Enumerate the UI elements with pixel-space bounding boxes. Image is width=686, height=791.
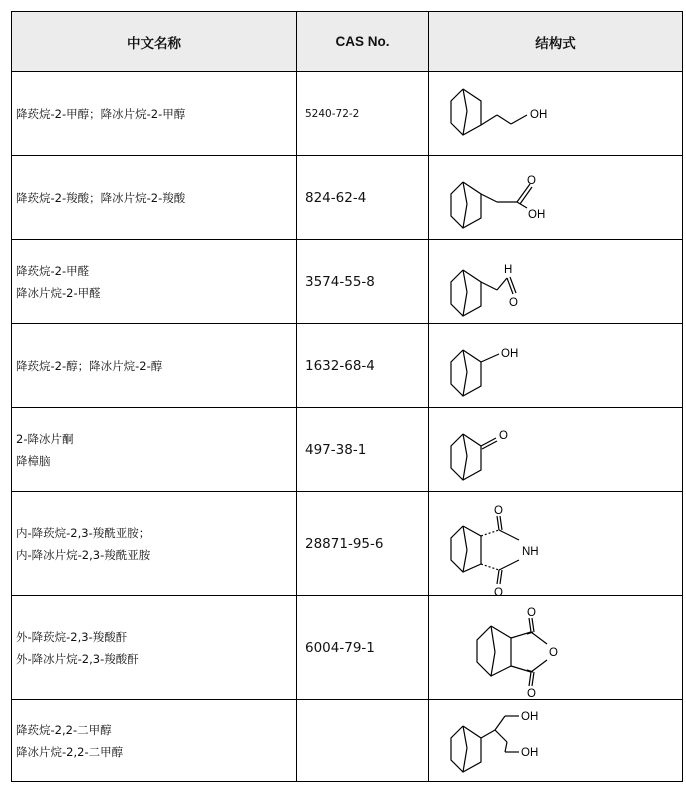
compound-row <box>12 492 683 596</box>
chinese-name: 内-降莰烷-2,3-羧酰亚胺； 内-降冰片烷-2,3-羧酰亚胺 <box>12 492 297 596</box>
atom-label: NH <box>522 546 539 558</box>
compound-row <box>12 240 683 324</box>
compound-row <box>12 156 683 240</box>
cas-number <box>297 700 429 782</box>
chinese-name: 降莰烷-2-甲醇；降冰片烷-2-甲醇 <box>12 72 297 156</box>
structure-cell <box>429 492 683 599</box>
cas-number: 1632-68-4 <box>297 324 429 408</box>
structure-formula <box>429 324 682 407</box>
atom-label: O <box>509 297 518 309</box>
structure-formula <box>429 156 682 239</box>
header-cas: CAS No. <box>297 12 429 72</box>
cas-number: 5240-72-2 <box>297 72 429 156</box>
structure-cell <box>429 408 683 492</box>
cas-number: 497-38-1 <box>297 408 429 492</box>
structure-cell <box>429 156 683 240</box>
chinese-name: 降莰烷-2-羧酸；降冰片烷-2-羧酸 <box>12 156 297 240</box>
structure-cell <box>429 700 683 782</box>
compound-row <box>12 596 683 700</box>
compound-row <box>12 72 683 156</box>
atom-label: OH <box>521 711 539 723</box>
atom-label: O <box>549 647 558 659</box>
cas-number: 28871-95-6 <box>297 492 429 596</box>
atom-label: OH <box>528 209 546 221</box>
structure-formula <box>429 700 682 781</box>
header-name: 中文名称 <box>12 12 297 72</box>
structure-formula <box>429 596 682 699</box>
compound-row <box>12 408 683 492</box>
compound-table <box>11 11 683 782</box>
atom-label: H <box>504 264 513 276</box>
atom-label: OH <box>530 109 548 121</box>
structure-cell <box>429 72 683 156</box>
chinese-name: 2-降冰片酮 降樟脑 <box>12 408 297 492</box>
atom-label: O <box>494 587 503 599</box>
atom-label: O <box>527 607 536 619</box>
compound-row <box>12 324 683 408</box>
atom-label: O <box>499 430 508 442</box>
structure-formula <box>429 240 682 323</box>
chinese-name: 降莰烷-2,2-二甲醇 降冰片烷-2,2-二甲醇 <box>12 700 297 782</box>
cas-number: 6004-79-1 <box>297 596 429 700</box>
structure-formula <box>429 492 682 599</box>
compound-row <box>12 700 683 782</box>
structure-formula <box>429 408 682 491</box>
atom-label: O <box>494 505 503 517</box>
atom-label: O <box>527 175 536 187</box>
structure-formula <box>429 72 682 155</box>
header-structure: 结构式 <box>429 12 683 72</box>
cas-number: 3574-55-8 <box>297 240 429 324</box>
chinese-name: 降莰烷-2-醇；降冰片烷-2-醇 <box>12 324 297 408</box>
structure-cell <box>429 324 683 408</box>
structure-cell <box>429 240 683 324</box>
chinese-name: 降莰烷-2-甲醛 降冰片烷-2-甲醛 <box>12 240 297 324</box>
structure-cell <box>429 596 683 700</box>
chinese-name: 外-降莰烷-2,3-羧酸酐 外-降冰片烷-2,3-羧酸酐 <box>12 596 297 700</box>
header-row <box>12 12 683 72</box>
atom-label: O <box>527 688 536 700</box>
cas-number: 824-62-4 <box>297 156 429 240</box>
atom-label: OH <box>521 747 539 759</box>
atom-label: OH <box>501 348 519 360</box>
